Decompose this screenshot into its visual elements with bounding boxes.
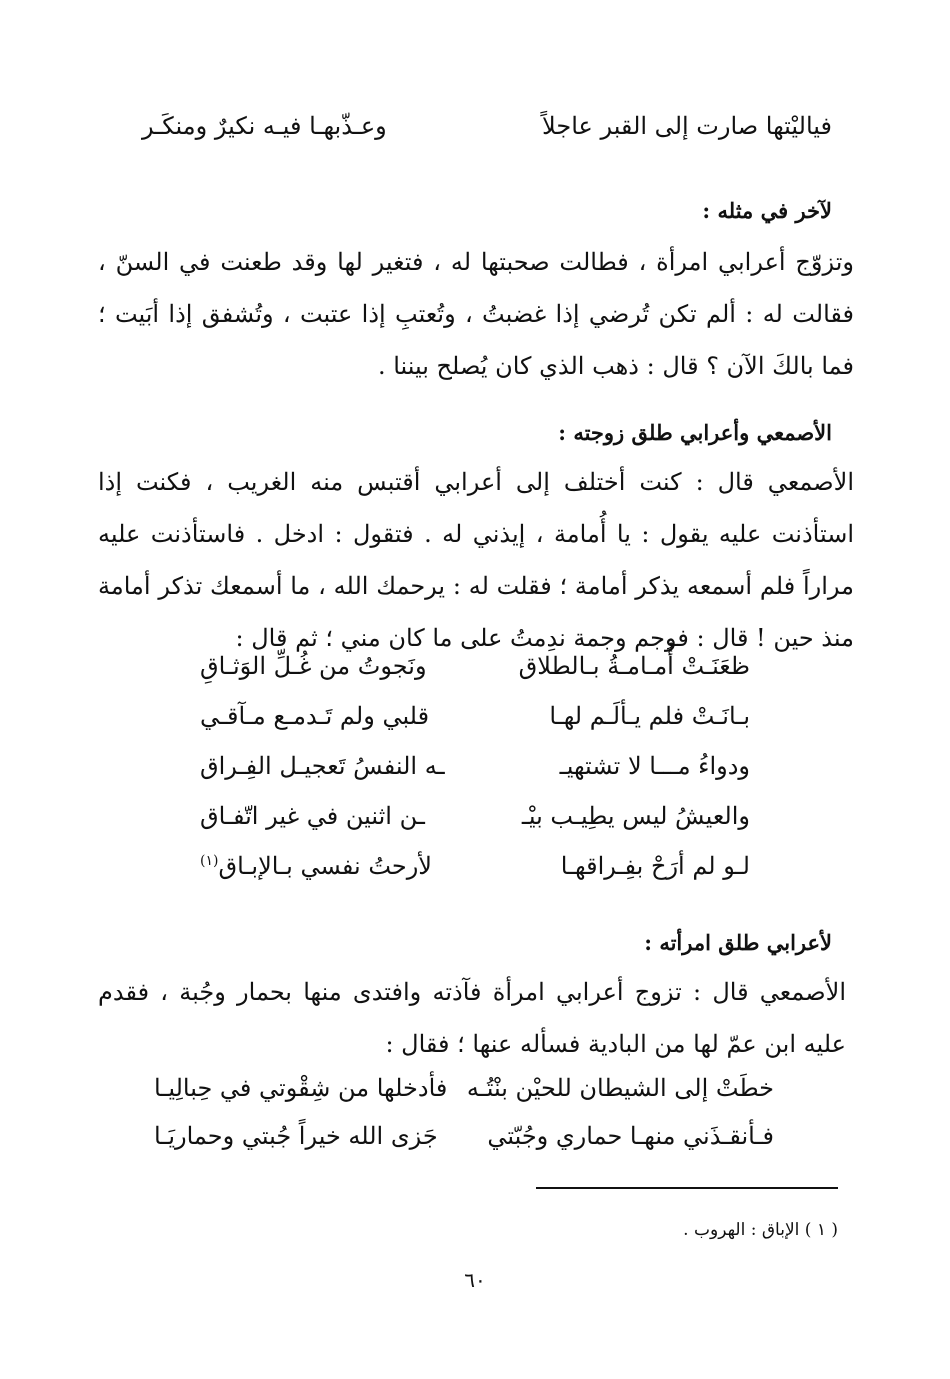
poem-verse (154, 1122, 774, 1170)
verse-second-hemistich: فأدخلها من شِقْوتي في حِبالِيـا (154, 1074, 448, 1102)
verse-first-hemistich: خطَتْ إلى الشيطان للحيْن بنْتُـه (466, 1074, 774, 1102)
top-verse (142, 112, 832, 140)
page-number: ٦٠ (464, 1268, 486, 1292)
footnote-divider (536, 1187, 838, 1189)
section-2-paragraph: الأصمعي قال : كنت أختلف إلى أعرابي أقتبس منه الغريب ، فكنت إذا استأذنت عليه يقول : يا أُمامة ، إيذني له . فتقول : ادخل . فاستأذنت عليه مراراً فلم أسمعه يذكر أمامة ؛ فقلت له : يرحمك الله ، ما أسمعك تذكر أمامة منذ حين ! قال : فوجم وجمة ندِمتُ على ما كان مني ؛ ثم قال : (98, 468, 854, 652)
verse-first-hemistich: ظعَنَـتْ أُمـامـةُ بـالطلاق (518, 652, 750, 680)
section-3-poem (154, 1074, 774, 1170)
verse-first-hemistich: بـانَـتْ فلم يـألَـم لهـا (549, 702, 750, 730)
verse-second-hemistich-text: لأرحتُ نفسي بـالإبـاق (218, 852, 432, 880)
section-2-heading: الأصمعي وأعرابي طلق زوجته : (558, 420, 832, 445)
poem-verse (200, 752, 750, 802)
section-1-paragraph: وتزوّج أعرابي امرأة ، فطالت صحبتها له ، فتغير لها وقد طعنت في السنّ ، فقالت له : ألم تكن تُرضي إذا غضبتُ ، وتُعتبِ إذا عتبت ، وتُشفق إذا أبَيت ؛ فما بالكَ الآن ؟ قال : ذهب الذي كان يُصلح بيننا . (98, 248, 854, 380)
verse-first-hemistich: لـو لم أرَحْ بفِـراقهـا (560, 852, 750, 880)
section-2-poem (200, 652, 750, 902)
verse-second-hemistich: جَزى الله خيراً جُبتي وحماريَـا (154, 1122, 438, 1150)
footnote: ( ١ ) الإباق : الهروب . (683, 1220, 838, 1240)
poem-verse (200, 652, 750, 702)
footnote-marker: (١) (200, 853, 219, 869)
poem-verse (154, 1074, 774, 1122)
poem-verse (200, 852, 750, 902)
section-1-heading: لآخر في مثله : (702, 198, 832, 223)
section-3-paragraph: الأصمعي قال : تزوج أعرابي امرأة فآذته وافتدى منها بحمار وجُبة ، فقدم عليه ابن عمّ لها من البادية فسأله عنها ؛ فقال : (98, 978, 846, 1058)
verse-first-hemistich: فـأنقـذَني منهـا حماري وجُبّتي (487, 1122, 774, 1150)
section-3-heading: لأعرابي طلق امرأته : (644, 930, 832, 955)
top-verse-first-hemistich: فياليْتها صارت إلى القبر عاجلاً (542, 112, 832, 140)
verse-first-hemistich: والعيشُ ليس يطِيـب بيْـ (521, 802, 750, 830)
poem-verse (200, 802, 750, 852)
verse-second-hemistich: قلبي ولم تَـدمـع مـآقـي (200, 702, 430, 730)
poem-verse (200, 702, 750, 752)
verse-first-hemistich: ودواءُ مـــا لا تشتهيـ (559, 752, 750, 780)
verse-second-hemistich: ونَجوتُ من غُـلِّ الوَثـاقِ (200, 652, 427, 680)
verse-second-hemistich (200, 852, 432, 902)
verse-second-hemistich: ـن اثنين في غير اتّفـاق (200, 802, 425, 830)
top-verse-second-hemistich: وعـذّبهـا فيـه نكيرٌ ومنكَـر (142, 112, 387, 140)
verse-second-hemistich: ـه النفسُ تَعجيـل الفِـراق (200, 752, 445, 780)
